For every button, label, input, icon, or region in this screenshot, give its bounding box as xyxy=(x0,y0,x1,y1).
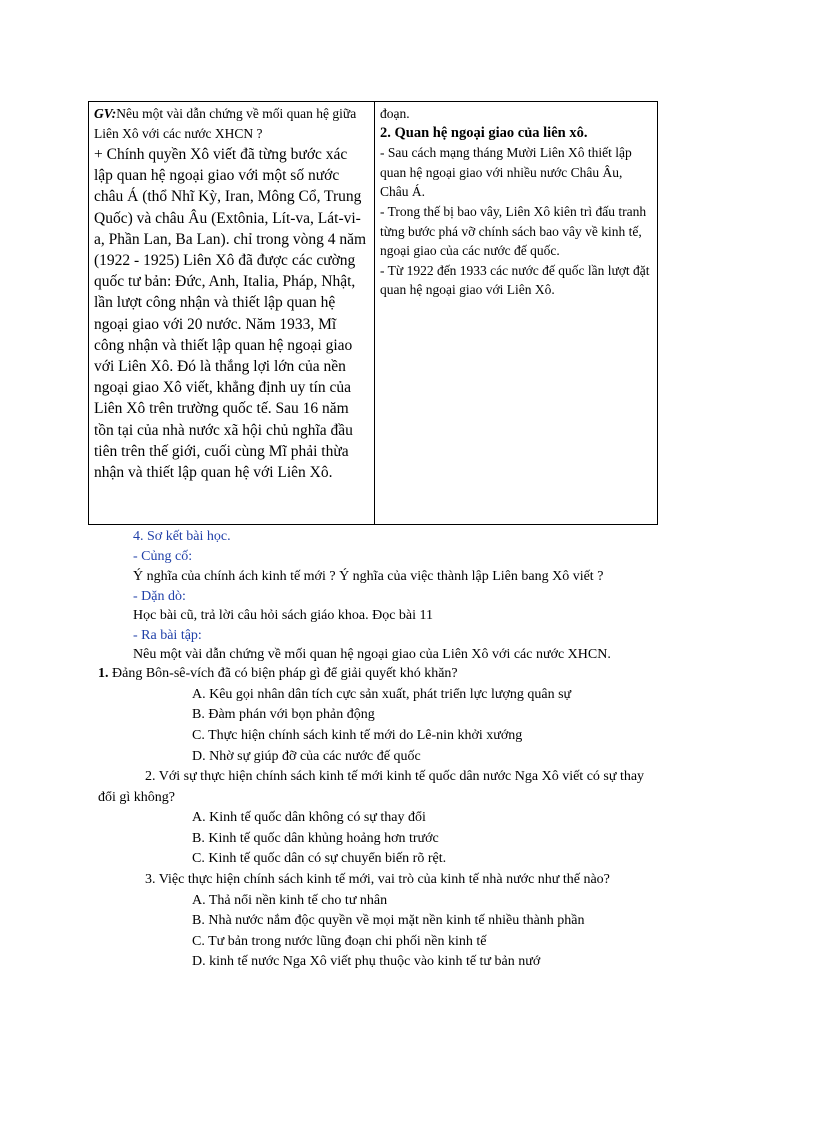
table-row xyxy=(89,102,658,525)
consolidate-text: Ý nghĩa của chính ách kinh tế mới ? Ý nghĩa của việc thành lập Liên bang Xô viết ? xyxy=(133,569,604,584)
question-label: GV: xyxy=(94,106,117,121)
knowledge-cell xyxy=(375,102,658,525)
bullet-item: - Trong thế bị bao vây, Liên Xô kiên trì đấu tranh từng bước phá vỡ chính sách bao vây về kinh tế, ngoại giao của các nước đế quốc. xyxy=(380,203,647,259)
quiz-option: A. Kêu gọi nhân dân tích cực sản xuất, phát triển lực lượng quân sự xyxy=(192,687,572,702)
continuation-text: đoạn. xyxy=(380,106,410,121)
quiz-option: C. Kinh tế quốc dân có sự chuyển biến rõ rệt. xyxy=(192,851,447,866)
section-heading: 2. Quan hệ ngoại giao của liên xô. xyxy=(380,124,588,141)
question-text: Đảng Bôn-sê-vích đã có biện pháp gì để giải quyết khó khăn? xyxy=(112,666,458,681)
question-number: 1. xyxy=(98,666,109,681)
quiz-question-3: 3. Việc thực hiện chính sách kinh tế mới, vai trò của kinh tế nhà nước như thế nào? xyxy=(145,872,610,887)
lesson-table xyxy=(88,101,658,525)
quiz-option: C. Thực hiện chính sách kinh tế mới do Lê-nin khởi xướng xyxy=(192,728,523,743)
question-text: Nêu một vài dẫn chứng về mối quan hệ giữa Liên Xô với các nước XHCN ? xyxy=(94,106,357,141)
quiz-option: C. Tư bản trong nước lũng đoạn chi phối nền kinh tế xyxy=(192,934,487,949)
teacher-activity-cell xyxy=(89,102,375,525)
exercise-label: - Ra bài tập: xyxy=(133,628,202,643)
bullet-item: - Từ 1922 đến 1933 các nước đế quốc lần lượt đặt quan hệ ngoại giao với Liên Xô. xyxy=(380,262,650,298)
quiz-option: A. Kinh tế quốc dân không có sự thay đổi xyxy=(192,810,426,825)
quiz-question-1 xyxy=(98,665,458,683)
quiz-option: A. Thả nổi nền kinh tế cho tư nhân xyxy=(192,893,388,908)
quiz-option: B. Nhà nước nắm độc quyền về mọi mặt nền kinh tế nhiều thành phần xyxy=(192,913,585,928)
consolidate-label: - Củng cố: xyxy=(133,549,193,564)
quiz-option: D. Nhờ sự giúp đỡ của các nước đế quốc xyxy=(192,749,421,764)
bullet-item: - Sau cách mạng tháng Mười Liên Xô thiết lập quan hệ ngoại giao với nhiều nước Châu Âu, Châu Á. xyxy=(380,145,632,200)
summary-title: 4. Sơ kết bài học. xyxy=(133,529,231,544)
quiz-option: B. Đàm phán với bọn phản động xyxy=(192,707,375,722)
quiz-question-2-line2: đổi gì không? xyxy=(98,790,175,805)
quiz-question-2-line1: 2. Với sự thực hiện chính sách kinh tế mới kinh tế quốc dân nước Nga Xô viết có sự thay xyxy=(145,769,645,784)
quiz-option: B. Kinh tế quốc dân khủng hoảng hơn trước xyxy=(192,831,439,846)
teacher-question xyxy=(94,104,369,144)
instruct-label: - Dặn dò: xyxy=(133,589,186,604)
exercise-text: Nêu một vài dẫn chứng về mối quan hệ ngoại giao của Liên Xô với các nước XHCN. xyxy=(133,647,611,662)
instruct-text: Học bài cũ, trả lời câu hỏi sách giáo khoa. Đọc bài 11 xyxy=(133,608,434,623)
answer-text: + Chính quyền Xô viết đã từng bước xác lập quan hệ ngoại giao với một số nước châu Á (thổ Nhĩ Kỳ, Iran, Mông Cổ, Trung Quốc) và châu Âu (Extônia, Lít-va, Lát-vi-a, Phần Lan, Ba Lan). chỉ trong vòng 4 năm (1922 - 1925) Liên Xô đã được các cường quốc tư bản: Đức, Anh, Italia, Pháp, Nhật, lần lượt công nhận và thiết lập quan hệ ngoại giao với 20 nước. Năm 1933, Mĩ công nhận và thiết lập quan hệ ngoại giao với Liên Xô. Đó là thắng lợi lớn của nền ngoại giao Xô viết, khẳng định uy tín của Liên Xô trên trường quốc tế. Sau 16 năm tồn tại của nhà nước xã hội chủ nghĩa đầu tiên trên thế giới, cuối cùng Mĩ phải thừa nhận và thiết lập quan hệ với Liên Xô. xyxy=(94,146,367,482)
quiz-option: D. kinh tế nước Nga Xô viết phụ thuộc vào kinh tế tư bản nướ xyxy=(192,954,541,969)
